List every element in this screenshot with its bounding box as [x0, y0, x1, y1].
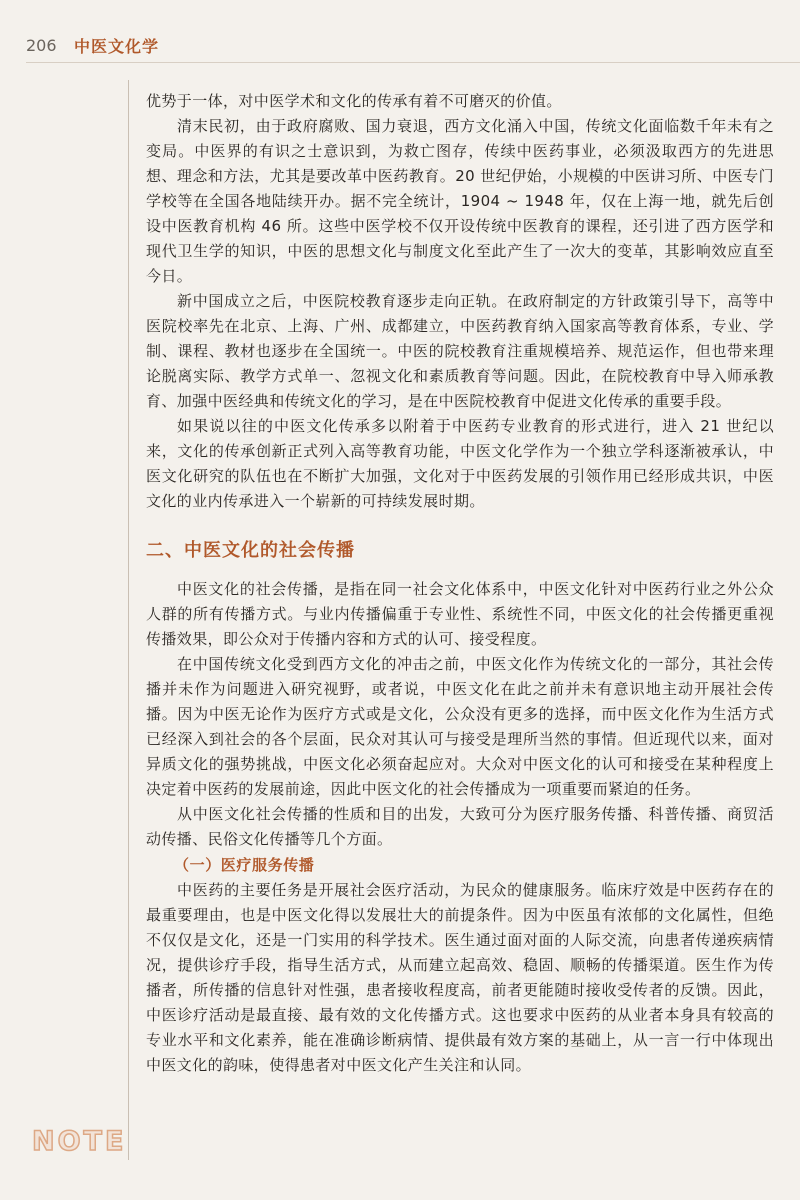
subsection-heading: （一）医疗服务传播 — [174, 856, 315, 874]
running-title: 中医文化学 — [74, 37, 160, 56]
page-header — [0, 0, 800, 80]
page-body — [146, 89, 774, 1078]
header-rule — [26, 62, 800, 63]
margin-rule — [128, 80, 129, 1160]
body-paragraph: 优势于一体，对中医学术和文化的传承有着不可磨灭的价值。 — [146, 92, 562, 110]
note-margin-label: NOTE — [32, 1126, 127, 1157]
page-number: 206 — [26, 36, 57, 55]
body-paragraph: 如果说以往的中医文化传承多以附着于中医药专业教育的形式进行，进入 21 世纪以来，文化的传承创新正式列入高等教育功能，中医文化学作为一个独立学科逐渐被承认，中医文化研究的队伍也在不断扩大加强，文化对于中医药发展的引领作用已经形成共识，中医文化的业内传承进入一个崭新的可持续发展时期。 — [146, 417, 774, 510]
body-paragraph: 新中国成立之后，中医院校教育逐步走向正轨。在政府制定的方针政策引导下，高等中医院校率先在北京、上海、广州、成都建立，中医药教育纳入国家高等教育体系，专业、学制、课程、教材也逐步在全国统一。中医的院校教育注重规模培养、规范运作，但也带来理论脱离实际、教学方式单一、忽视文化和素质教育等问题。因此，在院校教育中导入师承教育、加强中医经典和传统文化的学习，是在中医院校教育中促进文化传承的重要手段。 — [146, 292, 774, 410]
body-paragraph: 在中国传统文化受到西方文化的冲击之前，中医文化作为传统文化的一部分，其社会传播并未作为问题进入研究视野，或者说，中医文化在此之前并未有意识地主动开展社会传播。因为中医无论作为医疗方式或是文化，公众没有更多的选择，而中医文化作为生活方式已经深入到社会的各个层面，民众对其认可与接受是理所当然的事情。但近现代以来，面对异质文化的强势挑战，中医文化必须奋起应对。大众对中医文化的认可和接受在某种程度上决定着中医药的发展前途，因此中医文化的社会传播成为一项重要而紧迫的任务。 — [146, 655, 774, 798]
body-paragraph: 中医文化的社会传播，是指在同一社会文化体系中，中医文化针对中医药行业之外公众人群的所有传播方式。与业内传播偏重于专业性、系统性不同，中医文化的社会传播更重视传播效果，即公众对于传播内容和方式的认可、接受程度。 — [146, 580, 774, 648]
body-paragraph: 从中医文化社会传播的性质和目的出发，大致可分为医疗服务传播、科普传播、商贸活动传播、民俗文化传播等几个方面。 — [146, 805, 774, 848]
body-paragraph: 中医药的主要任务是开展社会医疗活动，为民众的健康服务。临床疗效是中医药存在的最重要理由，也是中医文化得以发展壮大的前提条件。因为中医虽有浓郁的文化属性，但绝不仅仅是文化，还是一门实用的科学技术。医生通过面对面的人际交流，向患者传递疾病情况，提供诊疗手段，指导生活方式，从而建立起高效、稳固、顺畅的传播渠道。医生作为传播者，所传播的信息针对性强，患者接收程度高，前者更能随时接收受传者的反馈。因此，中医诊疗活动是最直接、最有效的文化传播方式。这也要求中医药的从业者本身具有较高的专业水平和文化素养，能在准确诊断病情、提供最有效方案的基础上，从一言一行中体现出中医文化的韵味，使得患者对中医文化产生关注和认同。 — [146, 881, 774, 1074]
body-paragraph: 清末民初，由于政府腐败、国力衰退，西方文化涌入中国，传统文化面临数千年未有之变局。中医界的有识之士意识到，为救亡图存，传续中医药事业，必须汲取西方的先进思想、理念和方法，尤其是要改革中医药教育。20 世纪伊始，小规模的中医讲习所、中医专门学校等在全国各地陆续开办。据不完全统计，1904 ~ 1948 年，仅在上海一地，就先后创设中医教育机构 46 所。这些中医学校不仅开设传统中医教育的课程，还引进了西方医学和现代卫生学的知识，中医的思想文化与制度文化至此产生了一次大的变革，其影响效应直至今日。 — [146, 117, 774, 285]
section-heading: 二、中医文化的社会传播 — [146, 540, 355, 561]
